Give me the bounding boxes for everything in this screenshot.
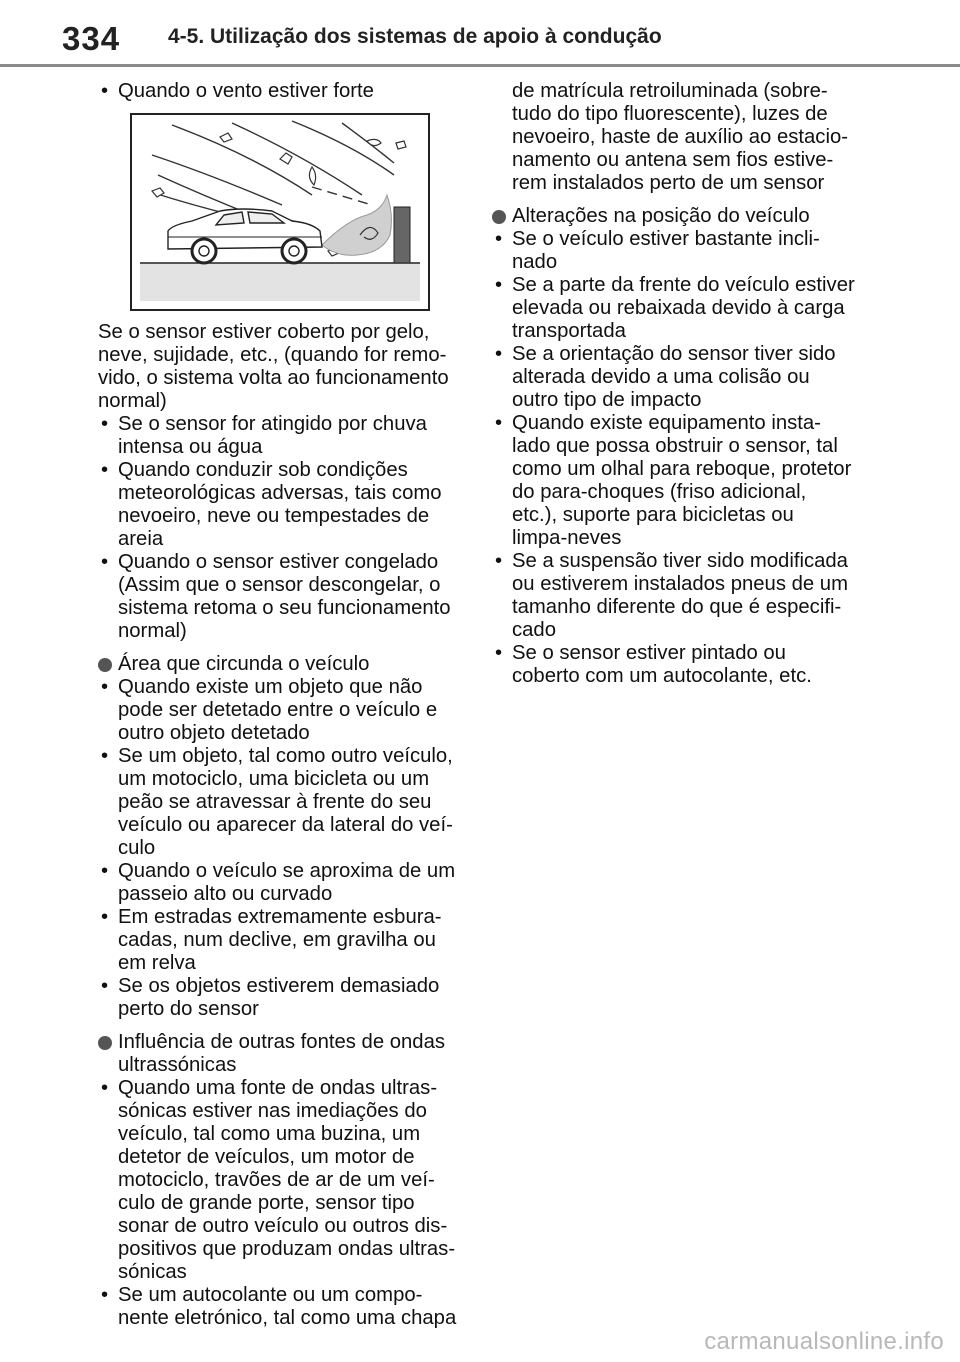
gust-plume xyxy=(322,195,391,255)
bullet-line: • Quando o veículo se aproxima de um xyxy=(118,860,456,882)
bullet-line: nente eletrónico, tal como uma chapa xyxy=(118,1307,457,1329)
bullet-line: • Se um autocolante ou um compo- xyxy=(118,1284,423,1306)
bullet-line: (Assim que o sensor descongelar, o xyxy=(118,574,441,596)
continuation-line: rem instalados perto de um sensor xyxy=(512,172,825,194)
bullet-line: sonar de outro veículo ou outros dis- xyxy=(118,1215,448,1237)
covered-intro xyxy=(98,321,470,413)
paragraph-line: neve, sujidade, etc., (quando for remo- xyxy=(98,344,447,366)
bullet-line: sónicas xyxy=(118,1261,187,1283)
heading-line: Influência de outras fontes de ondas xyxy=(118,1031,445,1053)
bullet-line: • Se o sensor estiver pintado ou xyxy=(512,642,786,664)
bullet-item xyxy=(492,274,870,343)
header-rule xyxy=(0,64,960,67)
bullet-line: detetor de veículos, um motor de xyxy=(118,1146,415,1168)
bullet-line: • Em estradas extremamente esbura- xyxy=(118,906,442,928)
right-column xyxy=(492,80,870,688)
bullet-item xyxy=(492,412,870,550)
bullet-line: um motociclo, uma bicicleta ou um xyxy=(118,768,430,790)
bullet-line: como um olhal para reboque, protetor xyxy=(512,458,852,480)
bullet-line: tamanho diferente do que é especifi- xyxy=(512,596,842,618)
continuation-text xyxy=(492,80,870,195)
bullet-line: • Se um objeto, tal como outro veículo, xyxy=(118,745,453,767)
bullet-line: motociclo, travões de ar de um veí- xyxy=(118,1169,435,1191)
continuation-line: de matrícula retroiluminada (sobre- xyxy=(512,80,828,102)
bullet-line: ou estiverem instalados pneus de um xyxy=(512,573,848,595)
bullet-line: veículo ou aparecer da lateral do veí- xyxy=(118,814,453,836)
bullet-line: culo de grande porte, sensor tipo xyxy=(118,1192,415,1214)
wind-streaks xyxy=(152,121,394,225)
bullet-line: positivos que produzam ondas ultras- xyxy=(118,1238,456,1260)
bullet-item xyxy=(492,550,870,642)
left-column xyxy=(98,80,470,1330)
bullet-item xyxy=(98,745,470,860)
bullet-item xyxy=(98,459,470,551)
bullet-line: • Quando existe um objeto que não xyxy=(118,676,423,698)
bullet-line: sónicas estiver nas imediações do xyxy=(118,1100,427,1122)
heading-position xyxy=(492,205,870,228)
heading-text: Área que circunda o veículo xyxy=(118,653,370,675)
heading-text: Alterações na posição do veículo xyxy=(512,205,810,227)
bullet-line: • Se o sensor for atingido por chuva xyxy=(118,413,427,435)
bullet-line: • Quando o sensor estiver congelado xyxy=(118,551,439,573)
car xyxy=(168,209,322,263)
bullet-line: peão se atravessar à frente do seu xyxy=(118,791,432,813)
bullet-line: veículo, tal como uma buzina, um xyxy=(118,1123,421,1145)
continuation-line: nevoeiro, haste de auxílio ao estacio- xyxy=(512,126,848,148)
watermark: carmanualsonline.info xyxy=(704,1328,944,1355)
bullet-line: etc.), suporte para bicicletas ou xyxy=(512,504,794,526)
bullet-item xyxy=(98,413,470,459)
bullet-line: • Quando conduzir sob condições xyxy=(118,459,408,481)
heading-dot-icon xyxy=(98,658,112,672)
heading-line: ultrassónicas xyxy=(118,1054,237,1076)
bullet-item xyxy=(98,676,470,745)
bullet-item xyxy=(98,1077,470,1284)
bullet-line: nado xyxy=(512,251,558,273)
heading-area xyxy=(98,653,470,676)
bullet-item xyxy=(98,551,470,643)
bullet-line: intensa ou água xyxy=(118,436,263,458)
bullet-line: perto do sensor xyxy=(118,998,259,1020)
bullet-line: meteorológicas adversas, tais como xyxy=(118,482,442,504)
section-title: 4-5. Utilização dos sistemas de apoio à condução xyxy=(168,25,662,48)
continuation-line: tudo do tipo fluorescente), luzes de xyxy=(512,103,828,125)
bullet-line: • Se a orientação do sensor tiver sido xyxy=(512,343,836,365)
bullet-line: cado xyxy=(512,619,556,641)
bullet-line: • Se a suspensão tiver sido modificada xyxy=(512,550,848,572)
bullet-line: nevoeiro, neve ou tempestades de xyxy=(118,505,430,527)
bullet-line: limpa-neves xyxy=(512,527,622,549)
bullet-line: lado que possa obstruir o sensor, tal xyxy=(512,435,838,457)
bullet-line: passeio alto ou curvado xyxy=(118,883,333,905)
wind-car-drawing xyxy=(132,115,428,309)
bullet-item xyxy=(492,343,870,412)
paragraph-line: normal) xyxy=(98,390,167,412)
ground-area xyxy=(140,263,420,301)
bullet-line: cadas, num declive, em gravilha ou xyxy=(118,929,436,951)
bullet-item xyxy=(98,975,470,1021)
bullet-line: • Se a parte da frente do veículo estiver xyxy=(512,274,855,296)
continuation-line: namento ou antena sem fios estive- xyxy=(512,149,834,171)
bullet-item xyxy=(98,860,470,906)
bullet-text: Quando o vento estiver forte xyxy=(118,80,374,102)
bullet-line: do para-choques (friso adicional, xyxy=(512,481,807,503)
bullet-line: • Quando existe equipamento insta- xyxy=(512,412,821,434)
bullet-line: areia xyxy=(118,528,164,550)
bullet-item-wind xyxy=(98,80,470,103)
bullet-line: coberto com um autocolante, etc. xyxy=(512,665,812,687)
wind-illustration xyxy=(130,113,430,311)
paragraph-line: vido, o sistema volta ao funcionamento xyxy=(98,367,449,389)
bullet-line: outro tipo de impacto xyxy=(512,389,702,411)
bullet-line: alterada devido a uma colisão ou xyxy=(512,366,810,388)
bullet-line: normal) xyxy=(118,620,187,642)
bullet-line: • Se os objetos estiverem demasiado xyxy=(118,975,440,997)
bullet-item xyxy=(492,228,870,274)
bullet-item xyxy=(98,906,470,975)
bullet-line: sistema retoma o seu funcionamento xyxy=(118,597,451,619)
bullet-item xyxy=(492,642,870,688)
bullet-line: transportada xyxy=(512,320,626,342)
post xyxy=(394,207,410,263)
heading-ultrasonic xyxy=(98,1031,470,1077)
bullet-line: pode ser detetado entre o veículo e xyxy=(118,699,438,721)
bullet-line: • Quando uma fonte de ondas ultras- xyxy=(118,1077,438,1099)
bullet-item xyxy=(98,1284,470,1330)
bullet-line: culo xyxy=(118,837,156,859)
bullet-line: • Se o veículo estiver bastante incli- xyxy=(512,228,820,250)
page-number: 334 xyxy=(62,20,121,57)
bullet-line: outro objeto detetado xyxy=(118,722,310,744)
bullet-line: elevada ou rebaixada devido à carga xyxy=(512,297,845,319)
paragraph-line: Se o sensor estiver coberto por gelo, xyxy=(98,321,430,343)
page-header xyxy=(0,0,960,68)
heading-dot-icon xyxy=(98,1036,112,1050)
heading-dot-icon xyxy=(492,210,506,224)
bullet-line: em relva xyxy=(118,952,196,974)
